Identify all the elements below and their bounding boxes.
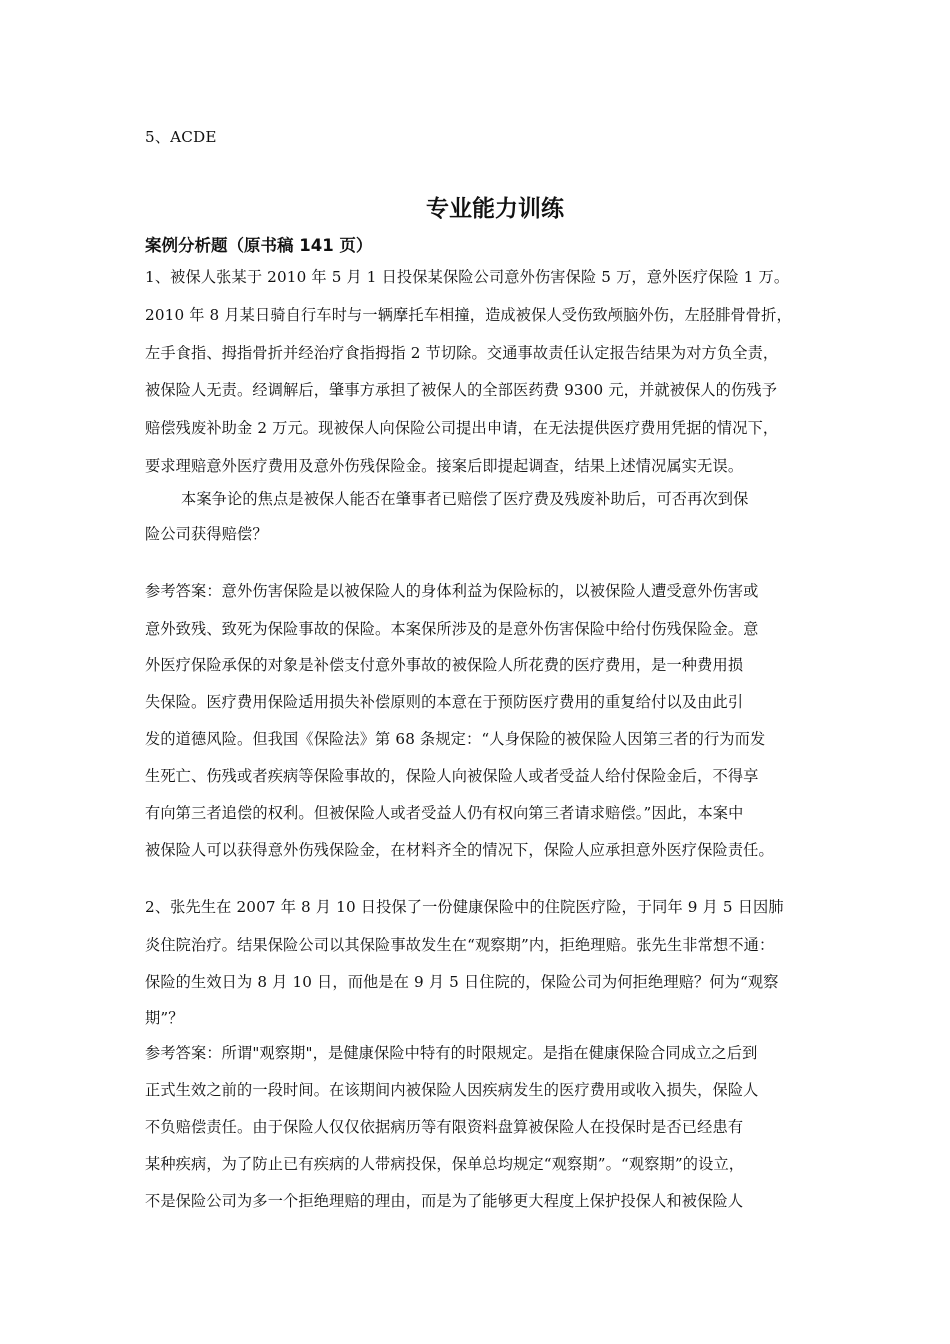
- case1-line: 要求理赔意外医疗费用及意外伤残保险金。接案后即提起调查，结果上述情况属实无误。: [145, 457, 744, 475]
- case1-line: 赔偿残废补助金 2 万元。现被保人向保险公司提出申请，在无法提供医疗费用凭据的情况下，: [145, 419, 779, 437]
- case1-line: 1、被保人张某于 2010 年 5 月 1 日投保某保险公司意外伤害保险 5 万，意外医疗保险 1 万。: [145, 268, 790, 286]
- case2-line: 2、张先生在 2007 年 8 月 10 日投保了一份健康保险中的住院医疗险，于同年 9 月 5 日因肺: [145, 898, 784, 916]
- case1-answer-line: 参考答案：意外伤害保险是以被保险人的身体利益为保险标的，以被保险人遭受意外伤害或: [145, 582, 759, 600]
- case1-answer-line: 生死亡、伤残或者疾病等保险事故的，保险人向被保险人或者受益人给付保险金后，不得享: [145, 767, 759, 785]
- case2-answer-line: 某种疾病，为了防止已有疾病的人带病投保，保单总均规定“观察期”。“观察期”的设立，: [145, 1155, 745, 1173]
- case1-answer-line: 外医疗保险承保的对象是补偿支付意外事故的被保险人所花费的医疗费用，是一种费用损: [145, 656, 744, 674]
- case1-answer-line: 被保险人可以获得意外伤残保险金，在材料齐全的情况下，保险人应承担意外医疗保险责任。: [145, 841, 774, 859]
- case1-line: 被保险人无责。经调解后，肇事方承担了被保人的全部医药费 9300 元，并就被保人的伤残予: [145, 381, 778, 399]
- case1-answer-line: 发的道德风险。但我国《保险法》第 68 条规定：“人身保险的被保险人因第三者的行为而发: [145, 730, 766, 748]
- page-title: 专业能力训练: [426, 196, 564, 222]
- case2-line: 炎住院治疗。结果保险公司以其保险事故发生在“观察期”内，拒绝理赔。张先生非常想不通：: [145, 936, 775, 954]
- case1-line: 险公司获得赔偿？: [145, 525, 268, 543]
- case1-line: 2010 年 8 月某日骑自行车时与一辆摩托车相撞，造成被保人受伤致颅脑外伤，左胫腓骨骨折，: [145, 306, 792, 324]
- case2-line: 保险的生效日为 8 月 10 日，而他是在 9 月 5 日住院的，保险公司为何拒绝理赔？何为“观察: [145, 973, 779, 991]
- case2-answer-line: 不负赔偿责任。由于保险人仅仅依据病历等有限资料盘算被保险人在投保时是否已经患有: [145, 1118, 744, 1136]
- case1-answer-line: 失保险。医疗费用保险适用损失补偿原则的本意在于预防医疗费用的重复给付以及由此引: [145, 693, 744, 711]
- case2-answer-line: 正式生效之前的一段时间。在该期间内被保险人因疾病发生的医疗费用或收入损失，保险人: [145, 1081, 759, 1099]
- case2-line: 期”？: [145, 1009, 184, 1027]
- previous-answer: 5、ACDE: [145, 128, 217, 146]
- case2-answer-line: 不是保险公司为多一个拒绝理赔的理由，而是为了能够更大程度上保护投保人和被保险人: [145, 1192, 744, 1210]
- case1-answer-line: 有向第三者追偿的权利。但被保险人或者受益人仍有权向第三者请求赔偿。”因此，本案中: [145, 804, 744, 822]
- section-heading: 案例分析题（原书稿 141 页）: [145, 236, 373, 255]
- case1-answer-line: 意外致残、致死为保险事故的保险。本案保所涉及的是意外伤害保险中给付伤残保险金。意: [145, 620, 759, 638]
- case1-line: 左手食指、拇指骨折并经治疗食指拇指 2 节切除。交通事故责任认定报告结果为对方负全责，: [145, 344, 779, 362]
- case1-line: 本案争论的焦点是被保人能否在肇事者已赔偿了医疗费及残废补助后，可否再次到保: [181, 490, 749, 508]
- case2-answer-line: 参考答案：所谓"观察期"，是健康保险中特有的时限规定。是指在健康保险合同成立之后到: [145, 1044, 758, 1062]
